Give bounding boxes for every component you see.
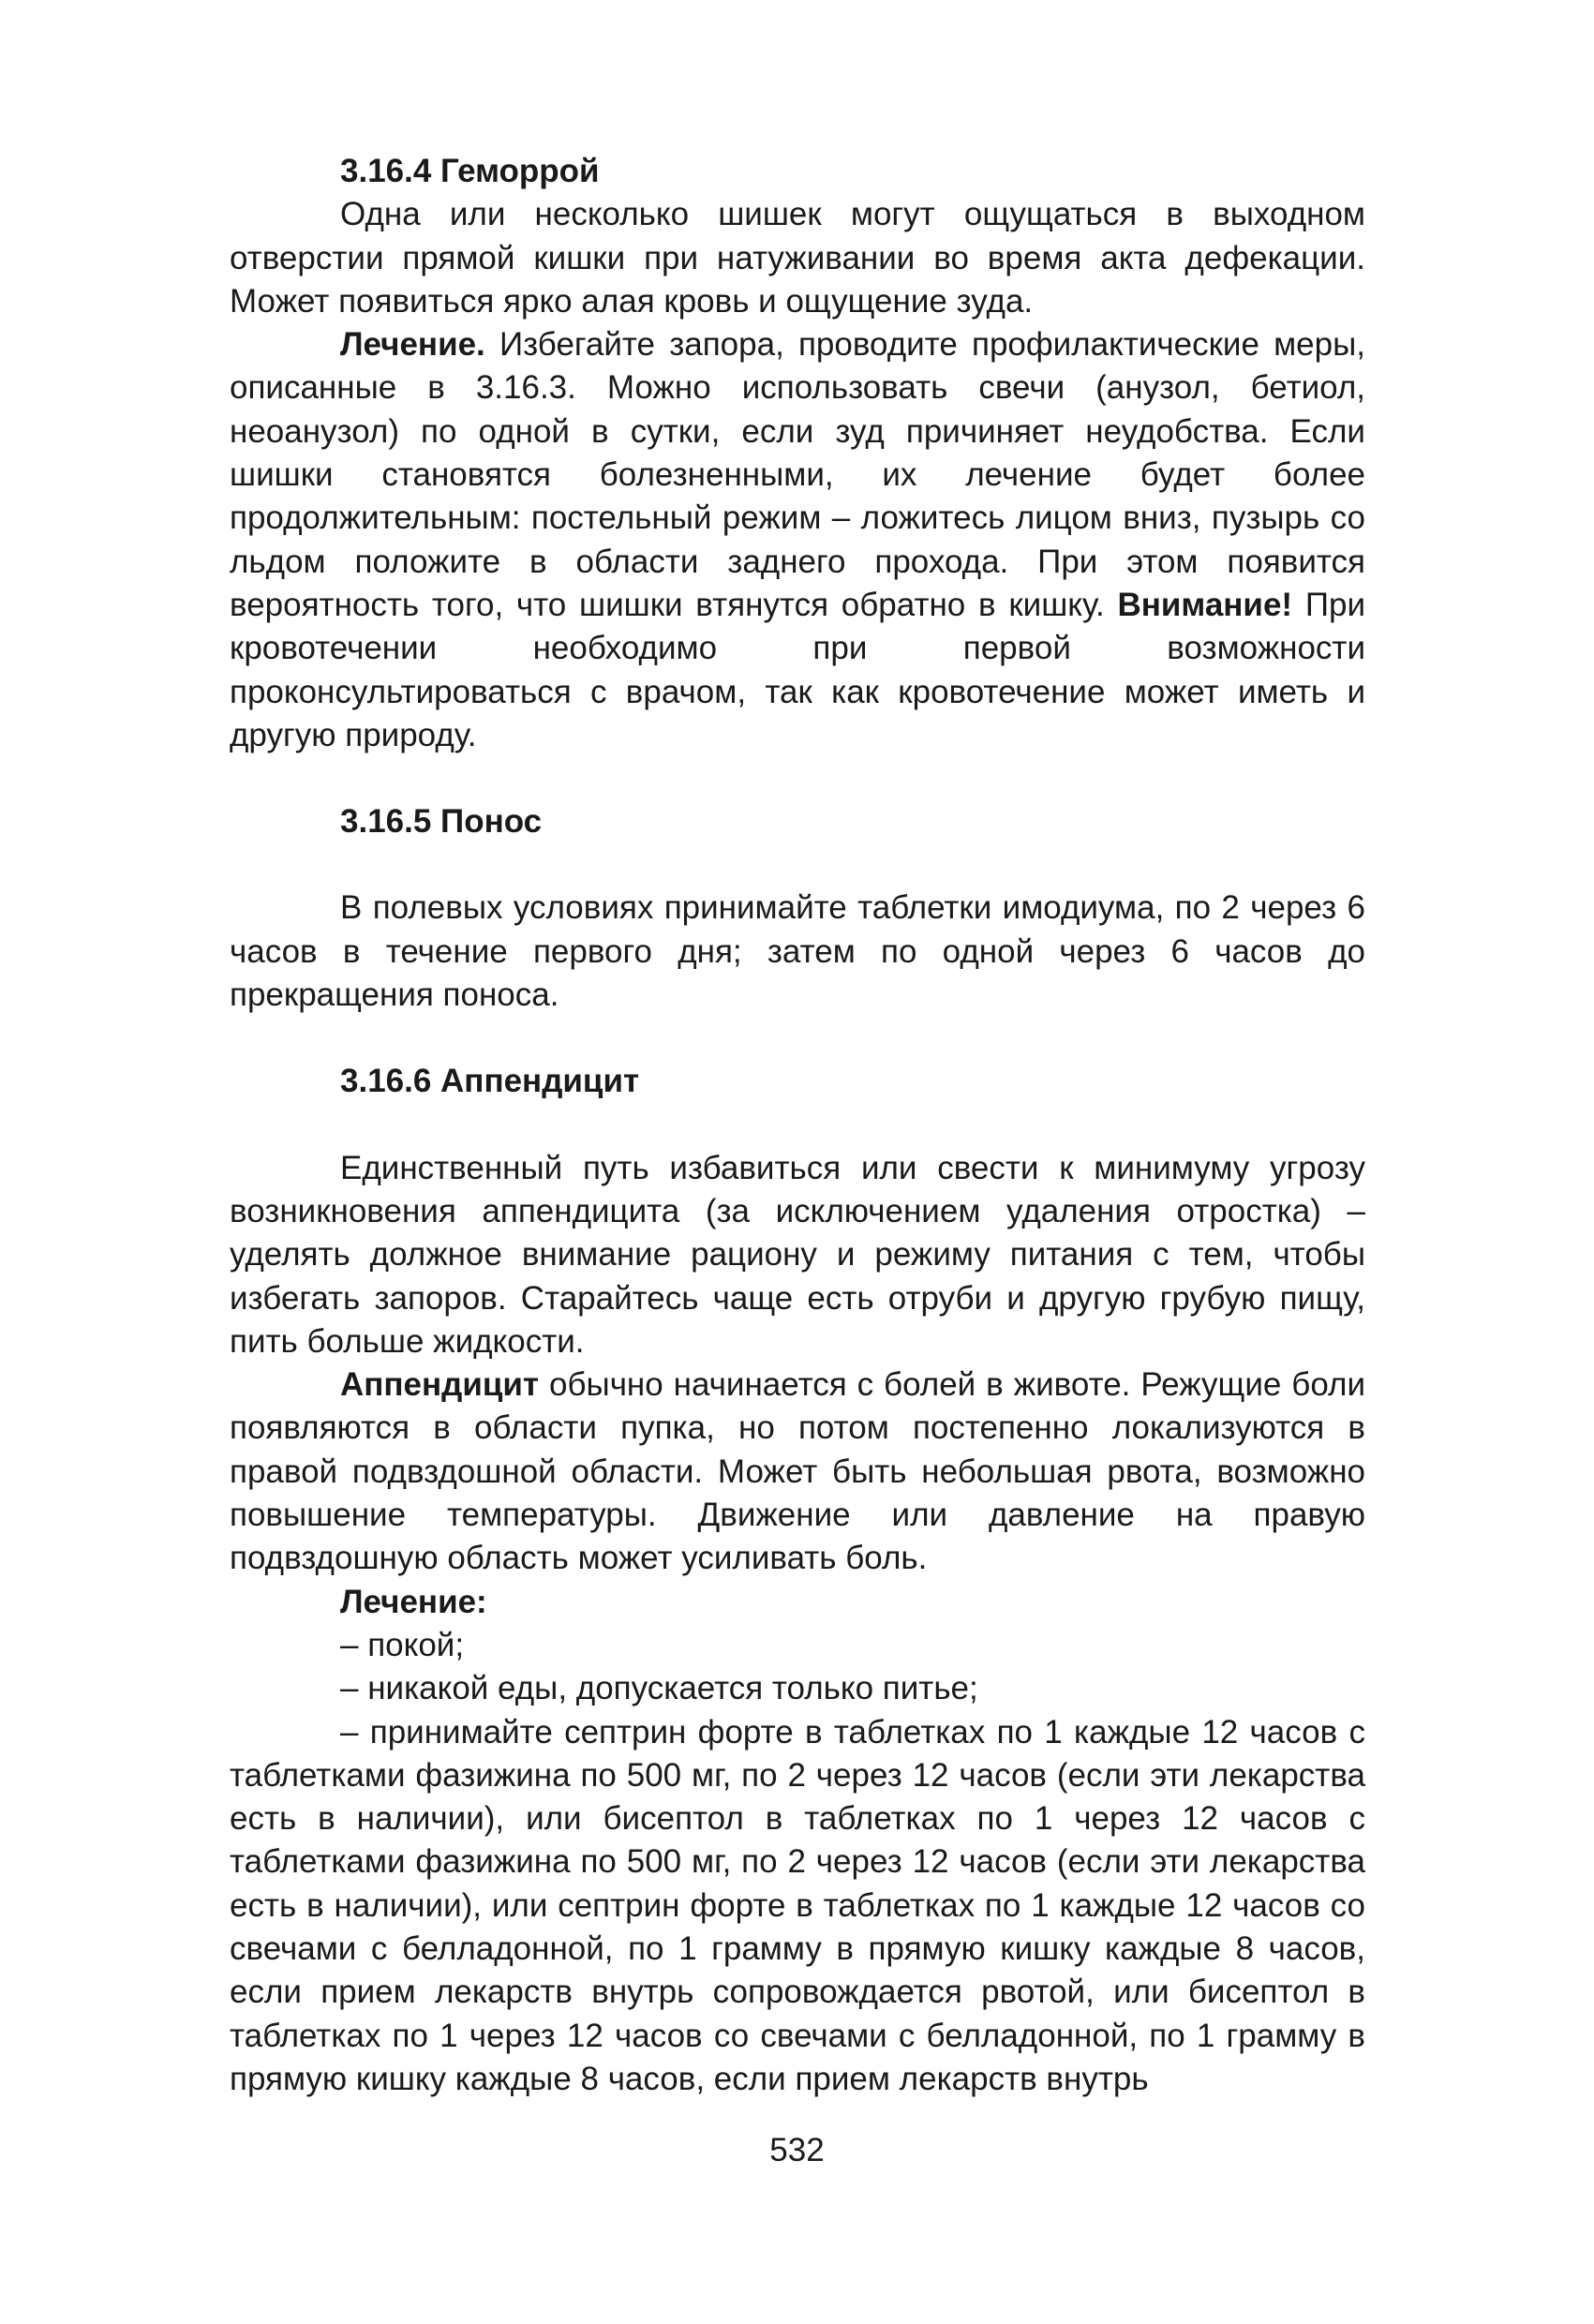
treatment-label: Лечение.: [340, 326, 485, 364]
list-item: – покой;: [340, 1626, 465, 1663]
heading-appendicitis: 3.16.6 Аппендицит: [340, 1063, 640, 1100]
warning-text: При кровотечении необходимо при первой возможности проконсультироваться с врачом, так как кровотечение может иметь и другую природу.: [230, 586, 1365, 753]
warning-label: Внимание!: [1117, 586, 1293, 623]
paragraph-appendicitis-symptoms: [230, 1363, 1365, 1580]
treatment-text: Избегайте запора, проводите профилактические меры, описанные в 3.16.3. Можно использовать свечи (анузол, бетиол, неоанузол) по одной в сутки, если зуд причиняет неудобства. Если шишки становятся болезненными, их лечение будет более продолжительным: постельный режим – ложитесь лицом вниз, пузырь со льдом положите в области заднего прохода. При этом появится вероятность того, что шишки втянутся обратно в кишку.: [230, 326, 1365, 623]
appendicitis-symptoms-text: обычно начинается с болей в животе. Режущие боли появляются в области пупка, но потом постепенно локализуются в правой подвздошной области. Может быть небольшая рвота, возможно повышение температуры. Движение или давление на правую подвздошную область может усиливать боль.: [230, 1366, 1365, 1577]
appendicitis-label: Аппендицит: [340, 1366, 540, 1404]
list-item: – принимайте септрин форте в таблетках по 1 каждые 12 часов с таблетками фазижина по 500 мг, по 2 через 12 часов (если эти лекарства есть в наличии), или бисептол в таблетках по 1 через 12 часов с таблетками фазижина по 500 мг, по 2 через 12 часов (если эти лекарства есть в наличии), или септрин форте в таблетках по 1 каждые 12 часов со свечами с белладонной, по 1 грамму в прямую кишку каждые 8 часов, если прием лекарств внутрь сопровождается рвотой, или бисептол в таблетках по 1 через 12 часов со свечами с белладонной, по 1 грамму в прямую кишку каждые 8 часов, если прием лекарств внутрь: [230, 1713, 1365, 2097]
page-body: [230, 150, 1365, 2101]
heading-hemorrhoids: 3.16.4 Геморрой: [340, 153, 600, 189]
paragraph-hemorrhoids-treatment: [230, 323, 1365, 757]
list-item: – никакой еды, допускается только питье;: [340, 1670, 978, 1707]
page-number: 532: [769, 2132, 825, 2168]
heading-diarrhea: 3.16.5 Понос: [340, 803, 543, 841]
paragraph-hemorrhoids-symptoms: Одна или несколько шишек могут ощущаться в выходном отверстии прямой кишки при натуживании во время акта дефекации. Может появиться ярко алая кровь и ощущение зуда.: [230, 196, 1365, 320]
treatment-heading: [230, 1581, 1365, 1624]
paragraph-diarrhea: В полевых условиях принимайте таблетки имодиума, по 2 через 6 часов в течение первого дня; затем по одной через 6 часов до прекращения поноса.: [230, 889, 1365, 1014]
paragraph-appendicitis-prevention: Единственный путь избавиться или свести к минимуму угрозу возникновения аппендицита (за исключением удаления отростка) – уделять должное внимание рациону и режиму питания с тем, чтобы избегать запоров. Старайтесь чаще есть отруби и другую грубую пищу, пить больше жидкости.: [230, 1149, 1365, 1360]
treatment-label-appendicitis: Лечение:: [340, 1583, 487, 1620]
